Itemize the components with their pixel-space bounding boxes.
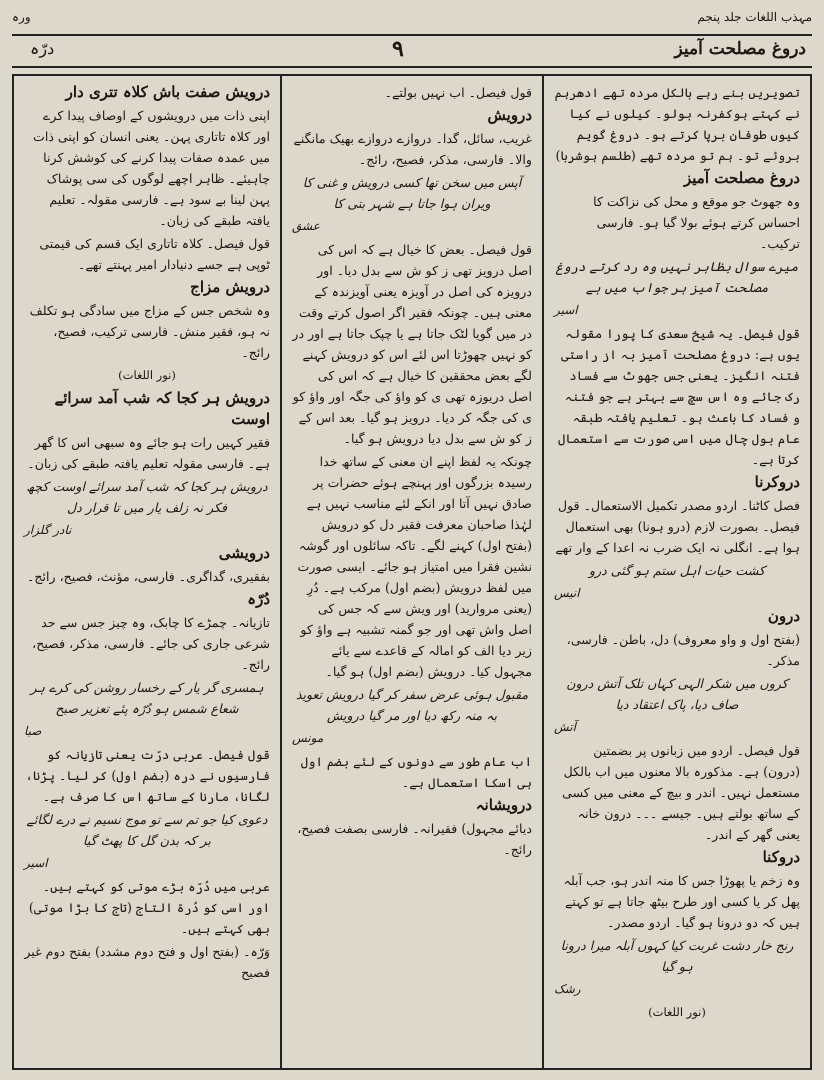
entry-text: وہ شخص جس کے مزاج میں سادگی ہو تکلف نہ ہو، فقیر منش۔ فارسی ترکیب، فصیح، رائج۔: [29, 303, 270, 360]
verse-line: آپس میں سخن تھا کسی درویش و غنی کا ویران ہوا جاتا ہے شہر بتی کا: [302, 175, 522, 211]
column-middle: [280, 76, 542, 1068]
entry-text: وہ زخم یا پھوڑا جس کا منہ اندر ہو، جب آبلہ پھل کر یا کسی اور طرح بیٹھ جاتا ہے تو کہتے ہیں کہ دو درونا ہو گیا۔ اردو مصدر۔: [563, 873, 800, 930]
header-left-label: درّہ: [30, 39, 55, 58]
poet-name: نادر گلزار: [24, 523, 72, 537]
entry-text: غریب، سائل، گدا۔ دروازے دروازے بھیک مانگنے والا۔ فارسی، مذکر، فصیح، رائج۔: [293, 131, 532, 167]
entry-text: قول فیصل۔ اردو میں زبانوں پر بضمتین (درون) ہے۔ مذکورہ بالا معنوں میں اب بالکل مستعمل نہیں۔ اندر و بیچ کے معنی میں کسی کے ساتھ بولتے ہیں۔ جیسے ۔۔۔ درون خانہ یعنی گھر کے اندر۔: [562, 743, 800, 842]
entry-text: قول فیصل۔ بعض کا خیال ہے کہ اس کی اصل درویز تھی ز کو ش سے بدل دیا۔ اور درویزہ کی اصل در آویزہ یعنی آویزندہ کے معنی ہیں۔ چونکہ فقیر اگر اصول کرتے وقت در میں گویا لٹک جاتا ہے یا چپک جاتا ہے اور در کو نہیں چھوڑتا اس لئے اس کو درویش کہنے لگے بعض محققین کا خیال ہے کہ اس کی اصل دریوزہ تھی ی کو واؤ کی جگہ اور واؤ کو ی کی جگہ کر دیا۔ درویز ہو گیا۔ بعد اس کے ز کو ش سے بدل دیا درویش ہو گیا۔: [292, 242, 532, 446]
verse-line: کروں میں شکر الہی کہاں تلک آتش درون صاف دیا، پاک اعتقاد دیا: [566, 676, 788, 712]
entry-text: قول فیصل۔ عربی درّت یعنی تازیانہ کو فارسیوں نے درہ (بضم اول) کر لیا۔ پڑنا، لگانا، مارنا کے ساتھ اس کا صرف ہے۔: [25, 747, 270, 804]
poet-name: رشک: [554, 982, 581, 996]
dictionary-columns: [12, 74, 812, 1070]
poet-name: صبا: [24, 724, 42, 738]
entry-text: اب عام طور سے دونوں کے لئے بضم اول ہی اسکا استعمال ہے۔: [300, 754, 532, 790]
header-book-title: مہذب اللغات جلد پنجم: [697, 10, 812, 24]
verse-line: مقبول ہوئی عرض سفر کر گیا درویش تعویذ بہ منہ رکھ دیا اور مر گیا درویش: [295, 687, 529, 723]
entry-headword: درویشی: [218, 544, 270, 562]
entry-text: فصل کاٹنا۔ اردو مصدر تکمیل الاستعمال۔ قول فیصل۔ بصورت لازم (درو ہونا) بھی استعمال ہوا ہے۔ انگلی نہ ایک ضرب نہ اعدا کے وار تھے: [555, 498, 800, 555]
header-entry-title: دروغ مصلحت آمیز: [674, 39, 806, 59]
verse-line: میرے سوال بظاہر نہیں وہ رد کرتے دروغ مصلحت آمیز ہر جواب میں ہے: [555, 259, 799, 295]
entry-headword: درویش ہر کجا کہ شب آمد سرائے اوست: [54, 389, 270, 428]
verse-line: کشت حیات اہل ستم ہو گئی درو: [589, 563, 765, 578]
entry-text: فقیر کہیں رات ہو جائے وہ سبھی اس کا گھر ہے۔ فارسی مقولہ تعلیم یافتہ طبقے کی زبان۔: [27, 435, 270, 471]
verse-line: رنج خار دشت غربت کیا کہوں آبلہ میرا درونا ہو گیا: [560, 938, 794, 974]
verse-line: درویش ہر کجا کہ شب آمد سرائے اوست کچھ فکر نہ زلف یار میں تا قرار دل: [26, 479, 268, 515]
page-number: ۹: [392, 36, 404, 62]
entry-text: وہ جھوٹ جو موقع و محل کی نزاکت کا احساس کرتے ہوئے بولا گیا ہو۔ فارسی ترکیب۔: [593, 194, 800, 251]
entry-text: وَرّہ۔ (بفتح اول و فتح دوم مشدد) بفتح دوم غیر فصیح: [24, 944, 270, 980]
poet-name: آتش: [554, 720, 576, 734]
entry-headword: دروغ مصلحت آمیز: [684, 169, 800, 187]
column-left: [14, 76, 280, 1068]
poet-name: اسیر: [554, 303, 578, 317]
entry-headword: دُرّہ: [247, 590, 270, 608]
entry-text: دیائے مجہول) فقیرانہ۔ فارسی بصفت فصیح، رائج۔: [297, 821, 532, 857]
source-reference: (نور اللغات): [118, 368, 176, 382]
entry-headword: درویشانہ: [475, 796, 532, 814]
entry-text: بفقیری، گداگری۔ فارسی، مؤنث، فصیح، رائج۔: [27, 569, 270, 584]
entry-headword: درویش صفت باش کلاہ تتری دار: [65, 83, 270, 101]
entry-text: قول فیصل۔ کلاہ تاتاری ایک قسم کی قیمتی ٹوپی ہے جسے دنیادار امیر پہنتے تھے۔: [39, 236, 270, 272]
entry-text: تصویریں بنے رہے بالکل مردہ تھے ادھرہم نے کہتے ہوکفرنہ بولو۔ کیلوں نے کیا کیوں طوفان برپا کرتے ہو۔ دروغ گویم بروئے تو۔ ہم تو مردہ تھے (طلسم ہوشربا): [554, 85, 800, 163]
header-corner-left: ورہ: [12, 10, 31, 24]
entry-text: عربی میں دُرّہ بڑے موتی کو کہتے ہیں۔ اور اسی کو دُرۃ التاج (تاج کا بڑا موتی) بھی کہتے ہیں۔: [28, 879, 270, 936]
entry-headword: درون: [767, 607, 800, 625]
entry-headword: دروکنا: [762, 848, 800, 866]
entry-text: (بفتح اول و واو معروف) دل، باطن۔ فارسی، مذکر۔: [566, 632, 800, 668]
poet-name: مونس: [292, 731, 324, 745]
entry-text: اپنی ذات میں درویشوں کے اوصاف پیدا کرے اور کلاہ تاتاری پہن۔ یعنی انسان کو اپنی ذات میں عمدہ صفات پیدا کرنے کی کوشش کرنا چاہیئے۔ ظاہر اچھے لوگوں کی سی پوشاک پہن لینا بے سود ہے۔ فارسی مقولہ۔ تعلیم یافتہ طبقے کی زبان۔: [32, 108, 270, 228]
entry-text: چونکہ یہ لفظ اپنے ان معنی کے ساتھ خدا رسیدہ بزرگوں اور پہنچے ہوئے حضرات پر صادق نہیں آتا اور انکے لئے مناسب نہیں ہے لہٰذا صاحبان معرفت فقیر دل کو درویش (بفتح اول) کہنے لگے۔ تاکہ سائلوں اور گوشہ نشین فقرا میں امتیاز ہو جائے۔ ایسی صورت میں لفظ درویش (بضم اول) مرکب ہے۔ دُرِ (یعنی مروارید) اور ویش سے کہ جس کی اصل واش تھی اور جو گمنہ تشبیہ ہے واؤ کو زیر دیا الف کو امالہ کے قاعدے سے یائے مجہول کیا۔ درویش (بضم اول) ہو گیا۔: [297, 454, 532, 679]
entry-headword: درویش: [487, 106, 532, 124]
header-rule-row: [12, 34, 812, 68]
source-reference: (نور اللغات): [648, 1005, 706, 1019]
entry-text: قول فیصل۔ اب نہیں بولتے۔: [384, 85, 532, 100]
verse-line: دعوی کیا جو تم سے تو موج نسیم نے درے لگائے بر کہ بدن گل کا پھٹ گیا: [26, 812, 268, 848]
verse-line: ہمسری گر یار کے رخسار روشن کی کرے ہر شعاع شمس ہو دُرّہ پئے تعزیر صبح: [30, 680, 264, 716]
page-header: [8, 4, 816, 66]
poet-name: عشق: [292, 219, 320, 233]
entry-headword: درویش مزاج: [190, 278, 270, 296]
entry-text: تازیانہ۔ چمڑے کا چابک، وہ چیز جس سے حد شرعی جاری کی جائے۔ فارسی، مذکر، فصیح، رائج۔: [32, 615, 270, 672]
entry-headword: دروکرنا: [754, 473, 800, 491]
entry-text: قول فیصل۔ یہ شیخ سعدی کا پورا مقولہ یوں ہے: دروغ مصلحت آمیز بہ از راستی فتنہ انگیز۔ یعنی جس جھوٹ سے فساد رک جائے وہ اس سچ سے بہتر ہے جو فتنہ و فساد کا باعث ہو۔ تعلیم یافتہ طبقہ عام بول چال میں اسی صورت سے استعمال کرتا ہے۔: [557, 326, 800, 467]
poet-name: انیس: [554, 586, 580, 600]
poet-name: اسیر: [24, 856, 48, 870]
column-right: [542, 76, 810, 1068]
